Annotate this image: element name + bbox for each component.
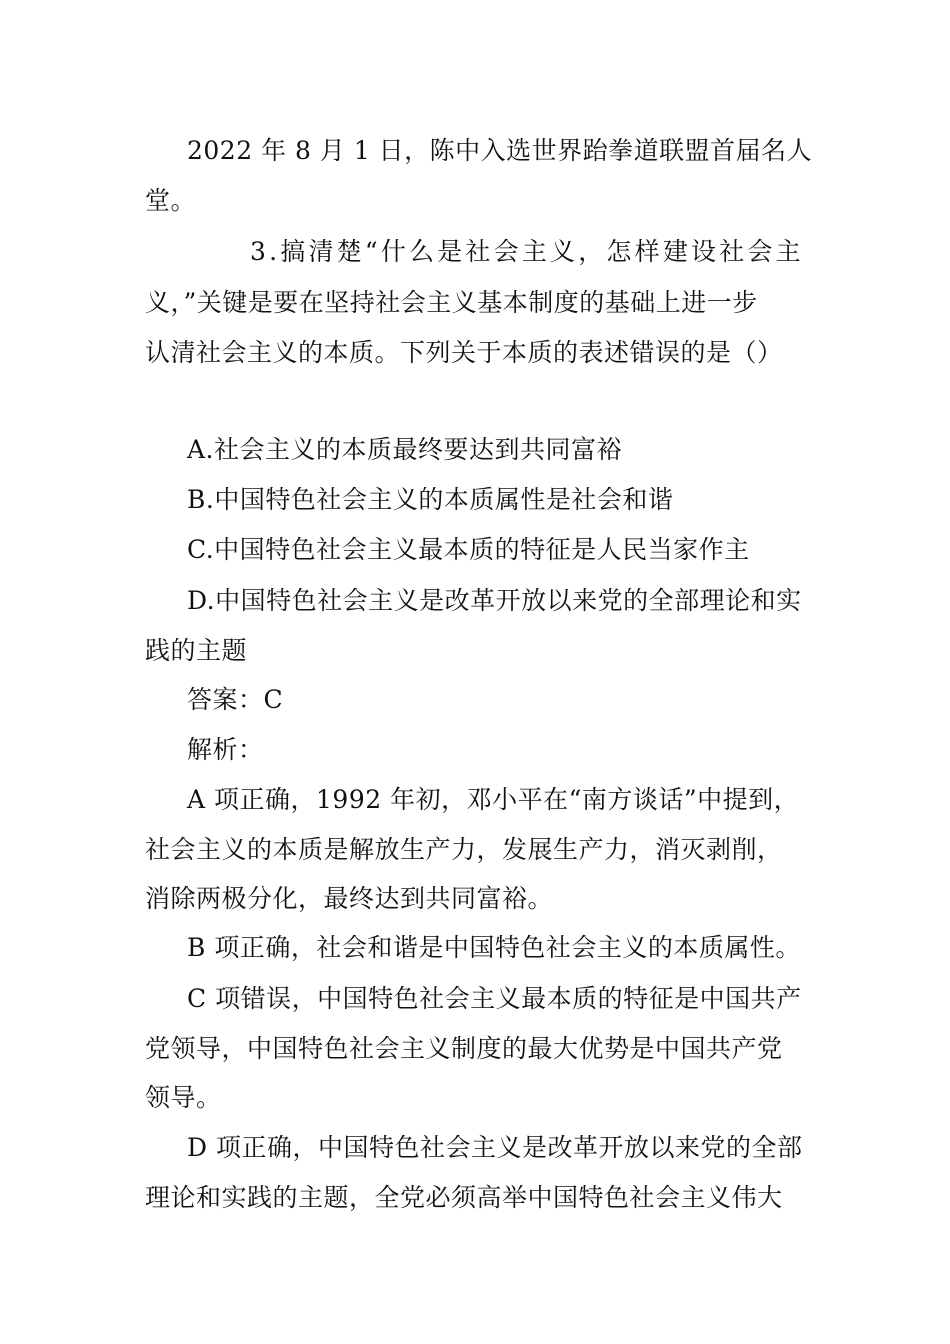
question-line: 3.搞清楚“什么是社会主义，怎样建设社会主 [250,237,804,266]
paragraph-line: 2022 年 8 月 1 日，陈中入选世界跆拳道联盟首届名人 [187,136,813,165]
question-line: 认清社会主义的本质。下列关于本质的表述错误的是（） [145,338,783,367]
analysis-line: A 项正确，1992 年初，邓小平在“南方谈话”中提到， [187,785,800,814]
analysis-line: 消除两极分化，最终达到共同富裕。 [145,884,554,913]
option-d: D.中国特色社会主义是改革开放以来党的全部理论和实 [187,586,802,615]
analysis-line: 党领导，中国特色社会主义制度的最大优势是中国共产党 [145,1034,783,1063]
analysis-line: 社会主义的本质是解放生产力，发展生产力，消灭剥削， [145,835,783,864]
question-line: 义，”关键是要在坚持社会主义基本制度的基础上进一步 [145,288,758,317]
option-b: B.中国特色社会主义的本质属性是社会和谐 [187,485,674,514]
option-c: C.中国特色社会主义最本质的特征是人民当家作主 [187,535,750,564]
analysis-line: B 项正确，社会和谐是中国特色社会主义的本质属性。 [187,933,801,962]
option-d-continued: 践的主题 [145,636,248,665]
analysis-heading: 解析： [187,735,264,764]
paragraph-line: 堂。 [145,186,197,215]
analysis-line: 理论和实践的主题，全党必须高举中国特色社会主义伟大 [145,1183,783,1212]
analysis-line: C 项错误，中国特色社会主义最本质的特征是中国共产 [187,984,802,1013]
analysis-line: 领导。 [145,1083,222,1112]
analysis-line: D 项正确，中国特色社会主义是改革开放以来党的全部 [187,1133,803,1162]
answer-line: 答案：C [187,685,284,714]
option-a: A.社会主义的本质最终要达到共同富裕 [187,435,623,464]
